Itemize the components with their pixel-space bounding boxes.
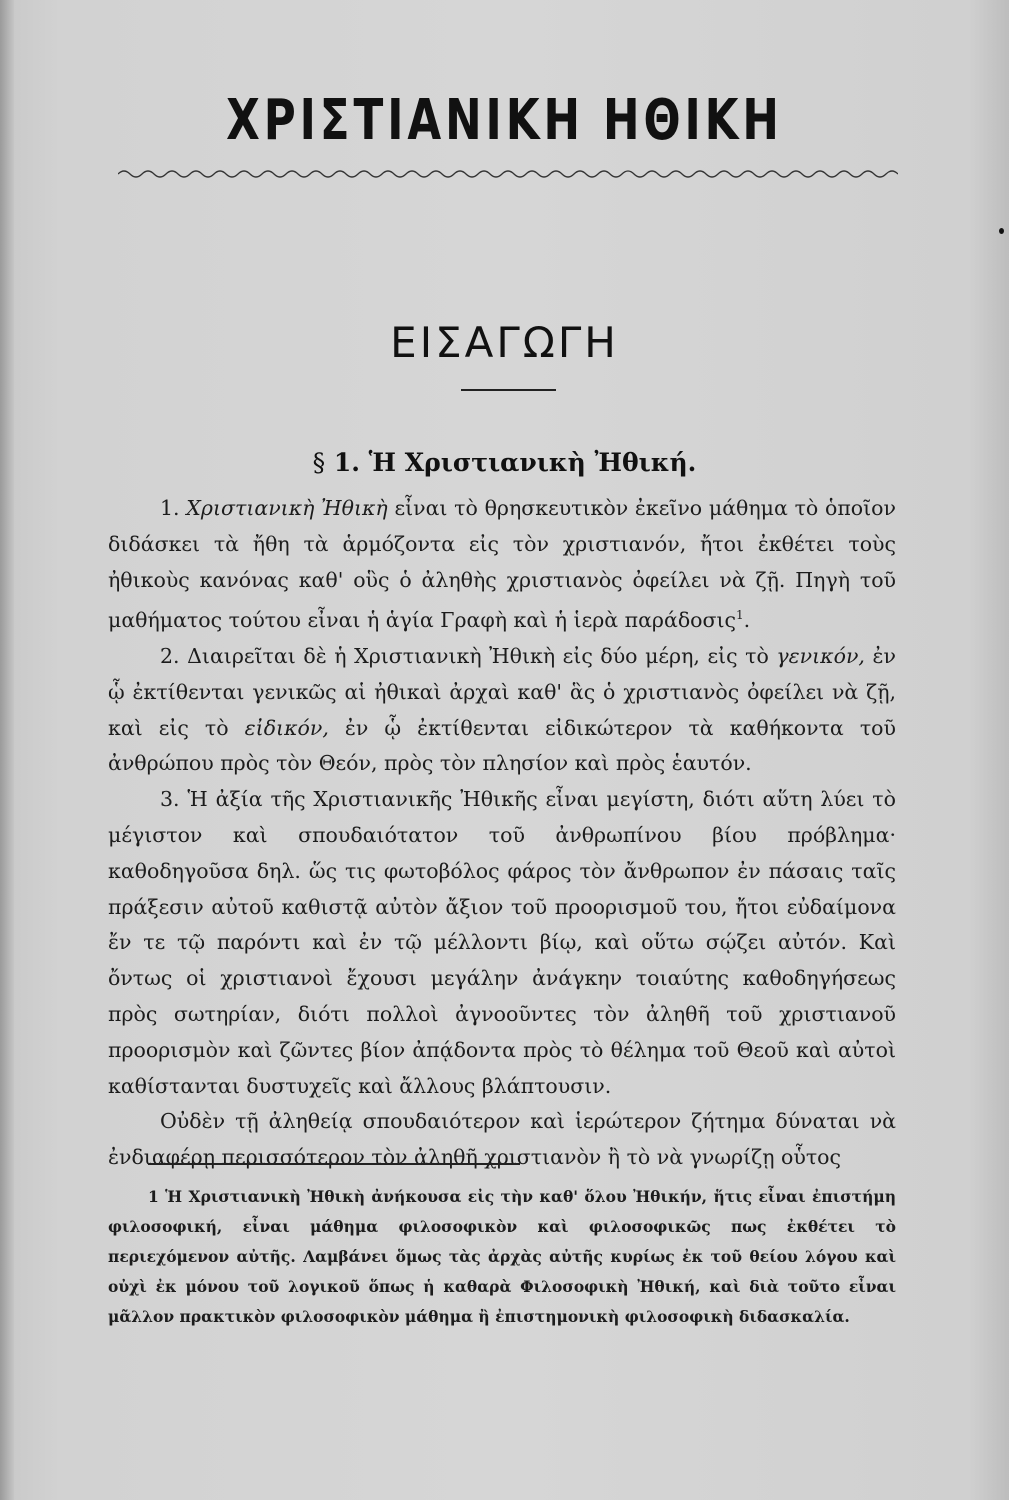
paragraph-2-b: ἐν ᾧ ἐκτίθενται γενικῶς αἱ ἠθικαὶ ἀρχαὶ καθ' ἃς ὁ χριστιανὸς ὀφείλει νὰ ζῇ, καὶ εἰς τὸ xyxy=(108,644,896,740)
section-title xyxy=(0,448,1009,477)
paragraph-2-c: ἐν ᾧ ἐκτίθενται εἰδικώτερον τὰ καθήκοντα τοῦ ἀνθρώπου πρὸς τὸν Θεόν, πρὸς τὸν πλησίον καὶ πρὸς ἑαυτόν. xyxy=(108,715,896,776)
paragraph-4: Οὐδὲν τῇ ἀληθείᾳ σπουδαιότερον καὶ ἱερώτερον ζήτημα δύναται νὰ ἐνδιαφέρῃ περισσότερον τὸν ἀληθῆ χριστιανὸν ἢ τὸ νὰ γνωρίζῃ οὗτος xyxy=(108,1109,896,1170)
paragraph-1-term: Χριστιανικὴ Ἠθικὴ xyxy=(186,496,388,520)
paragraph-2-general: γενικόν, xyxy=(776,644,865,669)
paragraph-1 xyxy=(108,491,896,639)
heading-rule xyxy=(461,389,556,391)
paragraph-1-end: . xyxy=(743,608,751,633)
page-edge-shadow xyxy=(0,0,14,1500)
chapter-heading: ΕΙΣΑΓΩΓΗ xyxy=(390,318,619,367)
footnote xyxy=(108,1182,896,1332)
paragraph-2-special: εἰδικόν, xyxy=(244,715,329,740)
section-title-text: Ἡ Χριστιανικὴ Ἠθική. xyxy=(368,448,697,477)
paragraph-2-a: 2. Διαιρεῖται δὲ ἡ Χριστιανικὴ Ἠθικὴ εἰς δύο μέρη, εἰς τὸ xyxy=(160,644,769,669)
section-number: 1. xyxy=(333,448,360,477)
paragraph-1-text: εἶναι τὸ θρησκευτικὸν ἐκεῖνο μάθημα τὸ ὁποῖον διδάσκει τὰ ἤθη τὰ ἁρμόζοντα εἰς τὸν χριστιανόν, ἤτοι ἐκθέτει τοὺς ἠθικοὺς κανόνας καθ' οὓς ὁ ἀληθὴς χριστιανὸς ὀφείλει νὰ ζῇ. Πηγὴ τοῦ μαθήματος τούτου εἶναι ἡ ἁγία Γραφὴ καὶ ἡ ἱερὰ παράδοσις xyxy=(108,496,896,633)
footnote-text: 1 Ἡ Χριστιανικὴ Ἠθικὴ ἀνήκουσα εἰς τὴν καθ' ὅλου Ἠθικήν, ἥτις εἶναι ἐπιστήμη φιλοσοφική, εἶναι μάθημα φιλοσοφικὸν καὶ φιλοσοφικῶς πως ἐκθέτει τὸ περιεχόμενον αὐτῆς. Λαμβάνει ὅμως τὰς ἀρχὰς αὐτῆς κυρίως ἐκ τοῦ θείου λόγου καὶ οὐχὶ ἐκ μόνου τοῦ λογικοῦ ὅπως ἡ καθαρὰ Φιλοσοφικὴ Ἠθική, καὶ διὰ τοῦτο εἶναι μᾶλλον πρακτικὸν φιλοσοφικὸν μάθημα ἢ ἐπιστημονικὴ φιλοσοφικὴ διδασκαλία. xyxy=(108,1187,896,1326)
footnote-reference: 1 xyxy=(736,608,744,623)
paragraph-3: 3. Ἡ ἀξία τῆς Χριστιανικῆς Ἠθικῆς εἶναι μεγίστη, διότι αὕτη λύει τὸ μέγιστον καὶ σπουδαιότατον τοῦ ἀνθρωπίνου βίου πρόβλημα· καθοδηγοῦσα δηλ. ὥς τις φωτοβόλος φάρος τὸν ἄνθρωπον ἐν πάσαις ταῖς πράξεσιν αὐτοῦ καθιστᾷ αὐτὸν ἄξιον τοῦ προορισμοῦ του, ἤτοι εὐδαίμονα ἔν τε τῷ παρόντι καὶ ἐν τῷ μέλλοντι βίῳ, καὶ οὕτω σῴζει αὐτόν. Καὶ ὄντως οἱ χριστιανοὶ ἔχουσι μεγάλην ἀνάγκην τοιαύτης καθοδηγήσεως πρὸς σωτηρίαν, διότι πολλοὶ ἀγνοοῦντες τὸν ἀληθῆ τοῦ χριστιανοῦ προορισμὸν καὶ ζῶντες βίον ἀπᾴδοντα πρὸς τὸ θέλημα τοῦ Θεοῦ καὶ αὐτοὶ καθίστανται δυστυχεῖς καὶ ἄλλους βλάπτουσιν. xyxy=(108,787,896,1098)
section-symbol: § xyxy=(312,448,326,477)
paragraph-1-number: 1. xyxy=(160,496,180,520)
body-text xyxy=(108,491,896,1176)
paragraph-2 xyxy=(108,639,896,782)
ink-dot xyxy=(999,228,1004,234)
book-title: ΧΡΙΣΤΙΑΝΙΚΗ ΗΘΙΚΗ xyxy=(226,88,783,153)
footnote-rule xyxy=(148,1163,520,1165)
wavy-rule xyxy=(118,166,898,182)
